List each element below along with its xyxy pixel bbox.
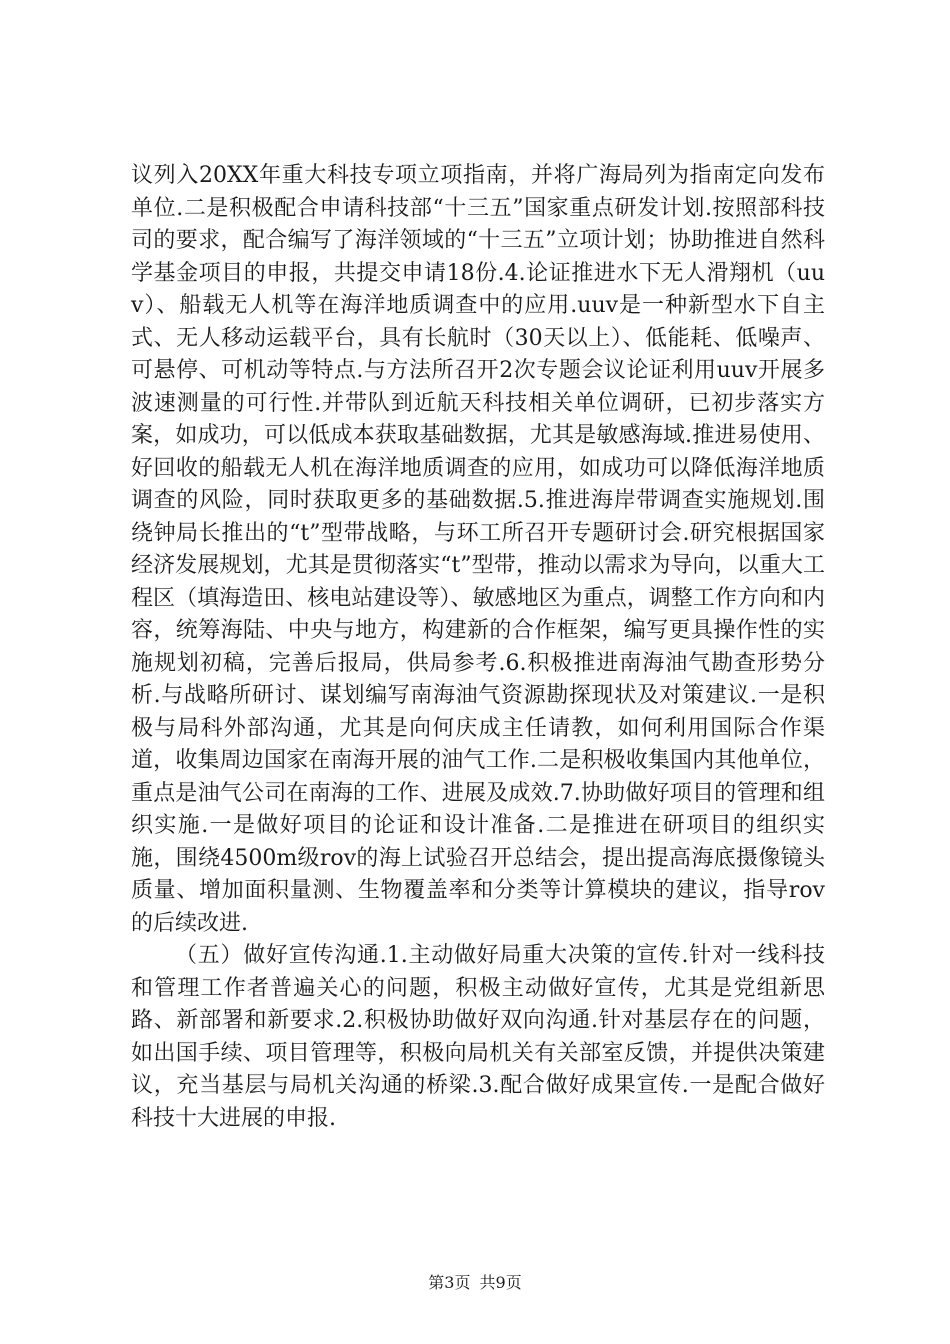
document-body xyxy=(131,160,825,1135)
page-number-total: 共9页 xyxy=(479,1273,522,1292)
paragraph-continuation: 议列入20XX年重大科技专项立项指南，并将广海局列为指南定向发布单位.二是积极配合申请科技部“十三五”国家重点研发计划.按照部科技司的要求，配合编写了海洋领域的“十三五”立项计划；协助推进自然科学基金项目的申报，共提交申请18份.4.论证推进水下无人滑翔机（uuv）、船载无人机等在海洋地质调查中的应用.uuv是一种新型水下自主式、无人移动运载平台，具有长航时（30天以上）、低能耗、低噪声、可悬停、可机动等特点.与方法所召开2次专题会议论证利用uuv开展多波速测量的可行性.并带队到近航天科技相关单位调研，已初步落实方案，如成功，可以低成本获取基础数据，尤其是敏感海域.推进易使用、好回收的船载无人机在海洋地质调查的应用，如成功可以降低海洋地质调查的风险，同时获取更多的基础数据.5.推进海岸带调查实施规划.围绕钟局长推出的“t”型带战略，与环工所召开专题研讨会.研究根据国家经济发展规划，尤其是贯彻落实“t”型带，推动以需求为导向，以重大工程区（填海造田、核电站建设等）、敏感地区为重点，调整工作方向和内容，统筹海陆、中央与地方，构建新的合作框架，编写更具操作性的实施规划初稿，完善后报局，供局参考.6.积极推进南海油气勘查形势分析.与战略所研讨、谋划编写南海油气资源勘探现状及对策建议.一是积极与局科外部沟通，尤其是向何庆成主任请教，如何利用国际合作渠道，收集周边国家在南海开展的油气工作.二是积极收集国内其他单位，重点是油气公司在南海的工作、进展及成效.7.协助做好项目的管理和组织实施.一是做好项目的论证和设计准备.二是推进在研项目的组织实施，围绕4500m级rov的海上试验召开总结会，提出提高海底摄像镜头质量、增加面积量测、生物覆盖率和分类等计算模块的建议，指导rov的后续改进. xyxy=(131,163,825,936)
page-footer xyxy=(0,1273,950,1293)
page-number-current: 第3页 xyxy=(428,1273,471,1292)
paragraph-section-five: （五）做好宣传沟通.1.主动做好局重大决策的宣传.针对一线科技和管理工作者普遍关心的问题，积极主动做好宣传，尤其是党组新思路、新部署和新要求.2.积极协助做好双向沟通.针对基层存在的问题，如出国手续、项目管理等，积极向局机关有关部室反馈，并提供决策建议，充当基层与局机关沟通的桥梁.3.配合做好成果宣传.一是配合做好科技十大进展的申报. xyxy=(131,943,825,1131)
